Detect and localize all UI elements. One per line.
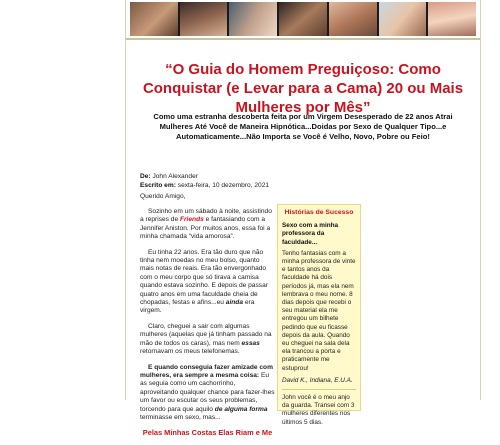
letter-greeting: Querido Amigo, <box>140 193 186 200</box>
sales-page <box>125 0 481 438</box>
paragraph-3: Claro, cheguei a sair com algumas mulheres (aquelas que já tinham passado na mão de todos os caras), mas nem essas retornavam os meus telefonemas. <box>140 322 272 356</box>
story-divider <box>282 389 356 390</box>
paragraph-2: Eu tinha 22 anos. Era tão duro que não tinha nem moedas no meu bolso, quanto mais notas de reais. Era tão envergonhado com o meu corpo que só tirava a camisa quando estava sozinho. E depois de passar quatro anos em uma faculdade cheia de chopadas, festas e afins...eu ainda era virgem. <box>140 248 268 315</box>
paragraph-4: E quando conseguia fazer amizade com mulheres, era sempre a mesma coisa: Eu as seguia como um cachorrinho, aproveitando qualquer chance para fazer-lhes um favor ou escutar os seus problemas, torcendo para que aquilo de alguma forma terminasse em sexo, mas... <box>140 363 275 421</box>
page-subheadline: Como uma estranha descoberta feita por um Virgem Desesperado de 22 anos Atrai Mulheres Até Você de Maneira Hipnótica...Doidas por Sexo de Qualquer Tipo...e Automaticamente...Não Importa se Você é Velho, Novo, Pobre ou Feio! <box>153 112 453 142</box>
banner-photo-4 <box>279 2 327 36</box>
essas-emphasis: essas <box>241 339 260 347</box>
story-1-heading: Sexo com a minha professora da faculdade... <box>282 222 339 246</box>
page-headline: “O Guia do Homem Preguiçoso: Como Conquistar (e Levar para a Cama) 20 ou Mais Mulheres por Mês” <box>142 61 464 116</box>
from-label: De: <box>140 173 151 180</box>
banner-photo-1 <box>130 2 178 36</box>
letter-meta <box>140 173 269 190</box>
banner-photo-5 <box>329 2 377 36</box>
paragraph-1: Sozinho em um sábado à noite, assistindo a reprises de Friends e fantasiando com a Jennifer Aniston. Por muitos anos, essa foi a minha chamada “vida amorosa”. <box>140 208 272 241</box>
letter-date: sexta-feira, 10 dezembro, 2021 <box>177 181 270 189</box>
story-1-text: Tenho fantasias com a minha professora de vinte e tantos anos da faculdade há dois períodos já, mas ela nem lembrava o meu nome. 8 dias depois que recebi o seu material ela me entregou um bilhete pedindo que eu ficasse depois da aula. Quando eu cheguei na sala dela ela trancou a porta e praticamente me estuprou! <box>282 249 356 372</box>
section-heading: Pelas Minhas Costas Elas Riam e Me <box>142 428 273 438</box>
letter-body <box>140 208 275 445</box>
story-2-text: John você é o meu anjo da guarda. Transei com 3 mulheres diferentes nos últimos 5 dias. <box>282 394 355 426</box>
success-stories-box <box>277 204 361 426</box>
ainda-emphasis: ainda <box>225 299 244 307</box>
alguma-forma-emphasis: de alguma forma <box>214 405 268 413</box>
header-photo-banner <box>130 2 476 36</box>
story-1-signature: David K., Indiana, E.U.A. <box>282 376 353 384</box>
banner-photo-7 <box>428 2 476 36</box>
paragraph-4-lead: E quando conseguia fazer amizade com mulheres, era sempre a mesma coisa: <box>140 363 273 379</box>
banner-photo-2 <box>180 2 228 36</box>
header-divider <box>126 38 480 40</box>
banner-photo-6 <box>379 2 427 36</box>
friends-emphasis: Friends <box>179 216 204 224</box>
date-label: Escrito em: <box>140 181 176 189</box>
author-name: John Alexander <box>152 173 198 180</box>
success-stories-title: Histórias de Sucesso <box>284 209 354 216</box>
banner-photo-3 <box>229 2 277 36</box>
